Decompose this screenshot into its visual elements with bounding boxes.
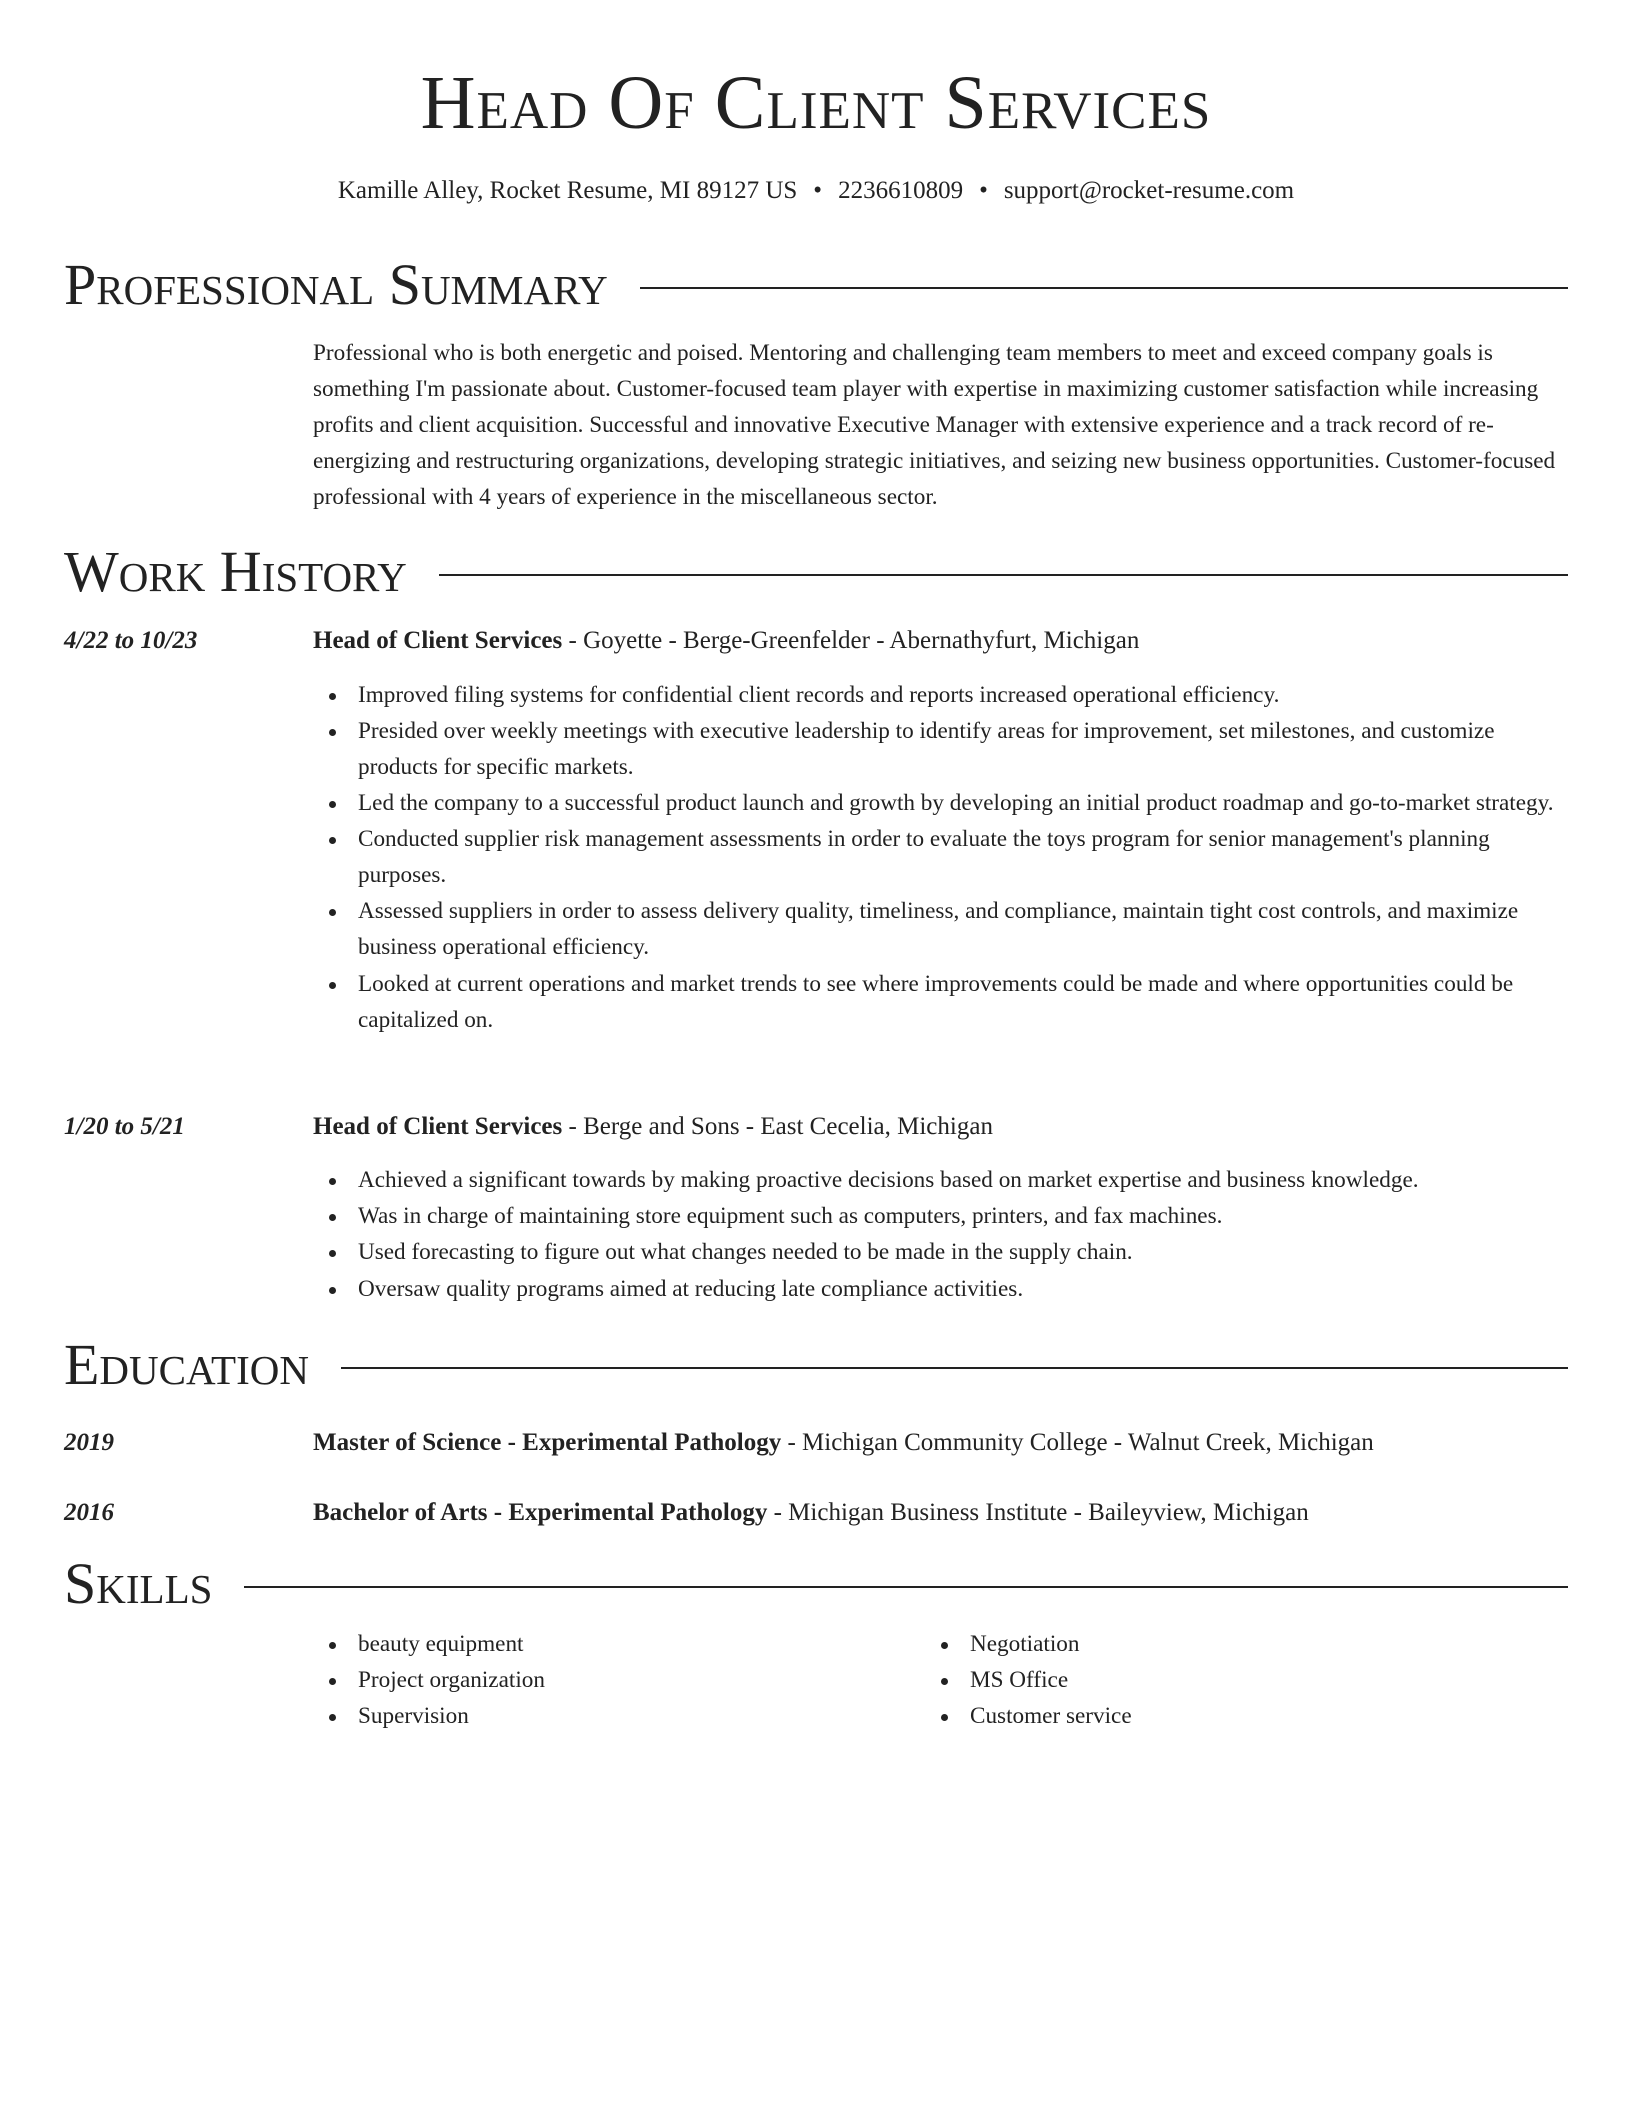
- job-title: Head of Client Services: [313, 627, 563, 654]
- job-dates: 4/22 to 10/23: [64, 627, 198, 654]
- job-bullet-list: [313, 1162, 1568, 1307]
- skills-section-header: [64, 1549, 1568, 1619]
- list-item: Improved filing systems for confidential client records and reports increased operational efficiency.: [313, 677, 1568, 713]
- contact-line: [0, 174, 1632, 208]
- job-title-line: [313, 624, 1568, 658]
- skill-item: Negotiation: [925, 1626, 1485, 1662]
- section-divider: [244, 1586, 1568, 1588]
- job-dates: 1/20 to 5/21: [64, 1113, 185, 1140]
- skills-list-left: [313, 1626, 873, 1734]
- education-section-header: [64, 1330, 1568, 1400]
- job-bullet-list: [313, 677, 1568, 1038]
- list-item: Used forecasting to figure out what changes needed to be made in the supply chain.: [313, 1234, 1568, 1270]
- skills-list-right: [925, 1626, 1485, 1734]
- section-title-summary: Professional Summary: [64, 252, 608, 317]
- summary-text: Professional who is both energetic and poised. Mentoring and challenging team members to meet and exceed company goals is something I'm passionate about. Customer-focused team player with expertise in maximizing customer satisfaction while increasing profits and client acquisition. Successful and innovative Executive Manager with extensive experience and a track record of re-energizing and restructuring organizations, developing strategic initiatives, and seizing new business opportunities. Customer-focused professional with 4 years of experience in the miscellaneous sector.: [313, 340, 1556, 510]
- list-item: Assessed suppliers in order to assess delivery quality, timeliness, and compliance, maintain tight cost controls, and maximize business operational efficiency.: [313, 893, 1568, 965]
- job-title: Head of Client Services: [313, 1113, 563, 1140]
- skill-item: Customer service: [925, 1698, 1485, 1734]
- section-title-work: Work History: [64, 539, 407, 604]
- contact-separator: •: [813, 177, 823, 204]
- list-item: Was in charge of maintaining store equipment such as computers, printers, and fax machines.: [313, 1198, 1568, 1234]
- contact-phone: 2236610809: [838, 177, 964, 204]
- section-title-skills: Skills: [64, 1551, 213, 1616]
- section-divider: [640, 287, 1568, 289]
- list-item: Oversaw quality programs aimed at reducing late compliance activities.: [313, 1271, 1568, 1307]
- job-title-line: [313, 1110, 1568, 1144]
- education-year: 2016: [64, 1499, 114, 1526]
- work-section-header: [64, 537, 1568, 607]
- education-line: [313, 1426, 1568, 1460]
- job-employer: - Berge and Sons - East Cecelia, Michigan: [562, 1113, 993, 1140]
- education-school: - Michigan Business Institute - Baileyview, Michigan: [767, 1499, 1309, 1526]
- skill-item: Supervision: [313, 1698, 873, 1734]
- skill-item: MS Office: [925, 1662, 1485, 1698]
- list-item: Conducted supplier risk management assessments in order to evaluate the toys program for senior management's planning purposes.: [313, 821, 1568, 893]
- contact-separator: •: [979, 177, 988, 204]
- list-item: Led the company to a successful product launch and growth by developing an initial product roadmap and go-to-market strategy.: [313, 785, 1568, 821]
- section-title-education: Education: [64, 1332, 309, 1397]
- section-divider: [439, 574, 1568, 576]
- education-year: 2019: [64, 1429, 114, 1456]
- skill-item: beauty equipment: [313, 1626, 873, 1662]
- contact-address: Kamille Alley, Rocket Resume, MI 89127 US: [337, 177, 798, 204]
- list-item: Achieved a significant towards by making proactive decisions based on market expertise and business knowledge.: [313, 1162, 1568, 1198]
- education-degree: Bachelor of Arts - Experimental Pathology: [313, 1499, 768, 1526]
- education-degree: Master of Science - Experimental Pathology: [313, 1429, 782, 1456]
- contact-email: support@rocket-resume.com: [1003, 177, 1295, 204]
- education-school: - Michigan Community College - Walnut Creek, Michigan: [781, 1429, 1374, 1456]
- education-line: [313, 1496, 1568, 1530]
- section-divider: [341, 1367, 1568, 1369]
- list-item: Presided over weekly meetings with executive leadership to identify areas for improvement, set milestones, and customize products for specific markets.: [313, 713, 1568, 785]
- resume-name: Head Of Client Services: [420, 61, 1212, 145]
- skill-item: Project organization: [313, 1662, 873, 1698]
- job-employer: - Goyette - Berge-Greenfelder - Abernathyfurt, Michigan: [562, 627, 1140, 654]
- summary-section-header: [64, 250, 1568, 320]
- list-item: Looked at current operations and market trends to see where improvements could be made and where opportunities could be capitalized on.: [313, 966, 1568, 1038]
